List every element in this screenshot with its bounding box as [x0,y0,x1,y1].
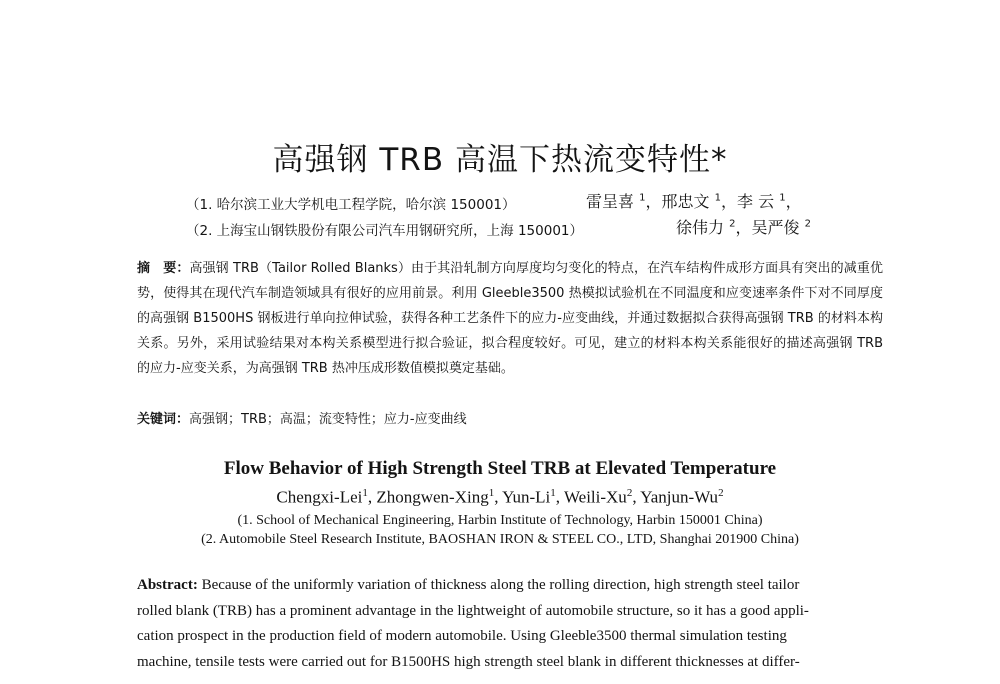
english-abstract-label: Abstract: [137,577,198,593]
english-abstract-line: cation prospect in the production field of modern automobile. Using Gleeble3500 thermal simulation testing [137,628,787,644]
english-abstract-text: Because of the uniformly variation of thickness along the rolling direction, high strength steel tailor [197,577,800,593]
english-affiliation-2: (2. Automobile Steel Research Institute, BAOSHAN IRON & STEEL CO., LTD, Shanghai 201900 China) [201,532,799,547]
author-sup: 2 [626,487,633,499]
author-sup: 1 [362,487,368,499]
chinese-abstract-label: 摘 要： [137,261,190,276]
chinese-affiliation-2: （2. 上海宝山钢铁股份有限公司汽车用钢研究所，上海 150001） [186,223,583,239]
author-sup: 1 [779,192,786,204]
chinese-keywords-text: 高强钢；TRB；高温；流变特性；应力-应变曲线 [189,412,467,427]
author-name: 雷呈喜 [586,192,635,211]
author-sup: 2 [718,487,724,499]
chinese-abstract-text: 高强钢 TRB（Tailor Rolled Blanks）由于其沿轧制方向厚度均匀变化的特点，在汽车结构件成形方面具有突出的减重优势，使得其在现代汽车制造领域具有很好的应用前景。利用 Gleeble3500 热模拟试验机在不同温度和应变速率条件下对不同厚度的高强钢 B1500HS 钢板进行单向拉伸试验，获得各种工艺条件下的应力-应变曲线，并通过数据拟合获得高强钢 TRB 的材料本构关系。另外，采用试验结果对本构关系模型进行拟合验证，拟合程度较好。可见，建立的材料本构关系能很好的描述高强钢 TRB 的应力-应变关系，为高强钢 TRB 热冲压成形数值模拟奠定基础。 [137,261,883,376]
english-title: Flow Behavior of High Strength Steel TRB at Elevated Temperature [223,458,777,479]
chinese-abstract [137,256,883,381]
author-name: 邢忠文 [661,192,710,211]
author-name: Yanjun-Wu [640,487,719,507]
english-abstract-line [137,573,883,599]
english-affiliation-1: (1. School of Mechanical Engineering, Harbin Institute of Technology, Harbin 150001 China) [237,513,763,528]
author-name: Zhongwen-Xing [376,487,489,507]
chinese-authors-line-2: 徐伟力 $^2$，吴严俊 $^2$ [676,218,811,237]
author-name: Weili-Xu [563,487,627,507]
english-abstract-line: rolled blank (TRB) has a prominent advantage in the lightweight of automobile structure, so it has a good appli- [137,602,809,619]
english-abstract-line: machine, tensile tests were carried out for B1500HS high strength steel blank in different thicknesses at differ- [137,653,800,670]
author-sup: 2 [804,218,811,230]
chinese-authors-line-1: 雷呈喜 $^1$，邢忠文 $^1$，李 云 $^1$， [586,192,802,211]
author-name: Yun-Li [502,487,551,507]
author-sup: 1 [639,192,646,204]
chinese-affiliation-1: （1. 哈尔滨工业大学机电工程学院，哈尔滨 150001） [186,197,516,213]
author-sup: 2 [729,218,736,230]
author-name: 李 云 [737,192,775,211]
chinese-title: 高强钢 TRB 高温下热流变特性* [272,142,728,178]
author-name: 吴严俊 [751,218,800,237]
english-abstract [137,573,883,675]
author-sup: 1 [550,487,556,499]
author-name: 徐伟力 [676,218,725,237]
chinese-keywords [137,408,883,427]
author-sup: 1 [488,487,495,499]
english-authors: Chengxi-Lei$^1$, Zhongwen-Xing$^1$, Yun-Li$^1$, Weili-Xu$^2$, Yanjun-Wu$^2$ [276,487,724,507]
author-name: Chengxi-Lei [276,487,363,507]
chinese-keywords-label: 关键词： [137,412,190,427]
author-sup: 1 [714,192,721,204]
